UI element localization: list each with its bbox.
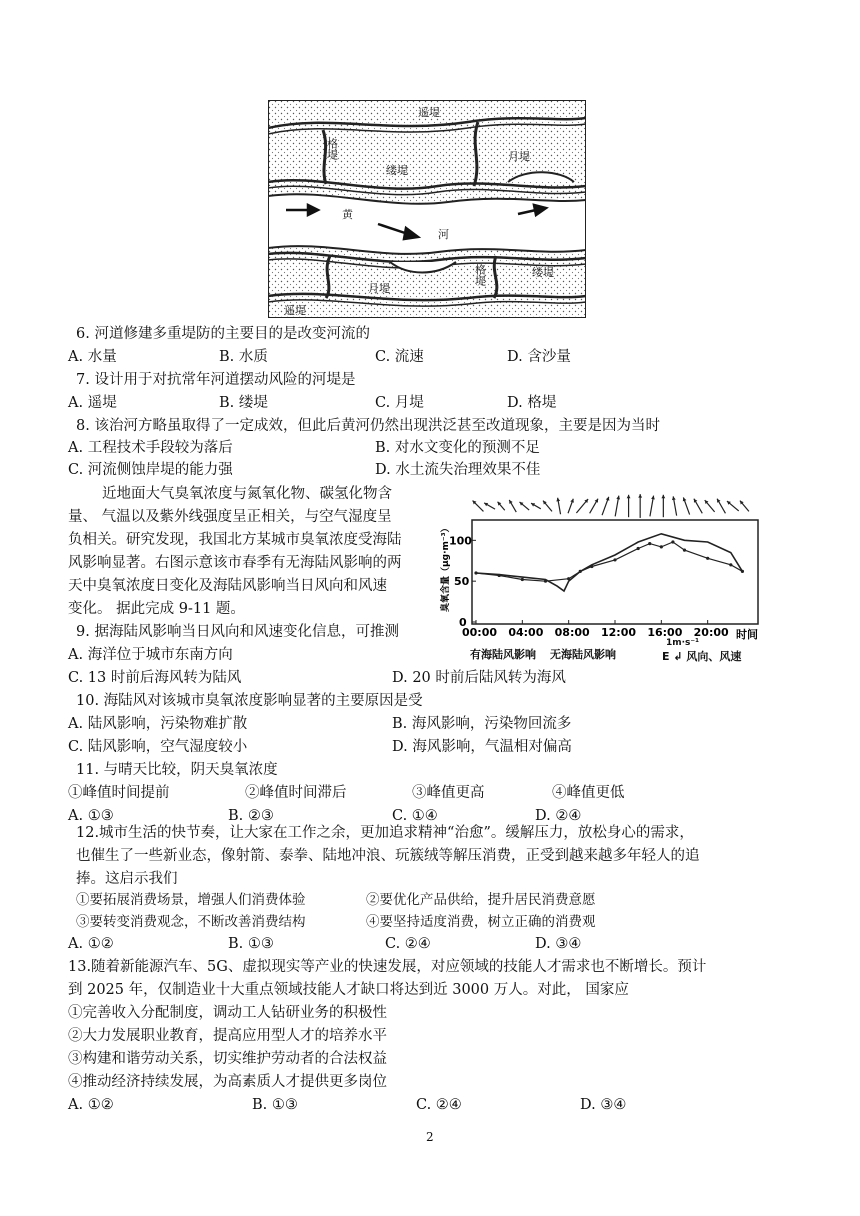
series-line-1	[476, 542, 742, 581]
y-tick-label: 0	[459, 616, 467, 629]
q7-option-b: B. 缕堤	[219, 395, 268, 411]
label-loudi-bottom: 缕堤	[532, 266, 554, 279]
q7-option-a: A. 遥堤	[68, 395, 117, 411]
label-gedi-top: 格堤	[325, 138, 339, 160]
x-tick-label: 08:00	[554, 626, 590, 639]
label-yaodi-top: 遥堤	[418, 106, 440, 119]
q13-item-1: ①完善收入分配制度，调动工人钻研业务的积极性	[68, 1005, 387, 1021]
river-embankment-map	[268, 100, 586, 318]
q7-option-c: C. 月堤	[375, 395, 424, 411]
x-tick-label: 04:00	[508, 626, 544, 639]
q12-item-3: ③要转变消费观念，不断改善消费结构	[76, 914, 306, 930]
q10-option-c: C. 陆风影响，空气湿度较小	[68, 739, 248, 755]
q12-item-1: ①要拓展消费场景，增强人们消费体验	[76, 892, 306, 908]
q7-option-d: D. 格堤	[507, 395, 557, 411]
q12-option-a: A. ①②	[68, 936, 114, 952]
y-axis-label: 臭氧含量（μg·m⁻³）	[441, 523, 451, 612]
q12-option-b: B. ①③	[228, 936, 274, 952]
q11-option-c: C. ①④	[392, 808, 438, 824]
wind-arrows	[473, 494, 749, 518]
wind-legend-arrow-icon: ↲	[673, 650, 683, 663]
q11-option-a: A. ①③	[68, 808, 114, 824]
q12-option-c: C. ②④	[385, 936, 431, 952]
wind-arrowhead	[627, 495, 631, 499]
series-point	[683, 549, 686, 552]
q12-option-d: D. ③④	[535, 936, 582, 952]
y-tick-label: 50	[454, 575, 470, 589]
q10-option-a: A. 陆风影响，污染物难扩散	[68, 716, 248, 732]
q11-item-1: ①峰值时间提前	[68, 785, 170, 801]
intro-line-5: 天中臭氧浓度日变化及海陆风影响当日风向和风速	[68, 578, 387, 594]
wind-legend-unit: 1m·s⁻¹	[666, 638, 700, 648]
intro-line-4: 风影响显著。右图示意该市春季有无海陆风影响的两	[68, 555, 402, 571]
q13-option-b: B. ①③	[252, 1097, 298, 1113]
q6-option-a: A. 水量	[68, 349, 117, 365]
q11-option-b: B. ②③	[228, 808, 274, 824]
q11-item-4: ④峰值更低	[552, 785, 625, 801]
wind-legend-compass: E	[662, 650, 670, 663]
x-axis-label: 时间	[736, 628, 758, 641]
label-yuedi-bottom: 月堤	[368, 282, 390, 295]
x-tick-label: 00:00	[462, 626, 498, 639]
series-point	[637, 547, 640, 550]
intro-line-6: 变化。 据此完成 9-11 题。	[68, 601, 245, 617]
series-point	[729, 563, 732, 566]
q13-option-a: A. ①②	[68, 1097, 114, 1113]
q13-item-2: ②大力发展职业教育，提高应用型人才的培养水平	[68, 1028, 387, 1044]
q13-line-2: 到 2025 年，仅制造业十大重点领域技能人才缺口将达到近 3000 万人。对此， 国家应	[68, 982, 629, 998]
series-point	[521, 578, 524, 581]
q8-option-b: B. 对水文变化的预测不足	[375, 440, 540, 456]
intro-line-1: 近地面大气臭氧浓度与氮氧化物、碳氢化物含	[102, 486, 392, 502]
legend-without-seabreeze: 无海陆风影响	[550, 648, 616, 661]
q12-line-1: 12.城市生活的快节奏，让大家在工作之余，更加追求精神“治愈”。缓解压力，放松身心的需求，	[76, 825, 694, 841]
q6-option-c: C. 流速	[375, 349, 424, 365]
x-tick-label: 16:00	[647, 626, 683, 639]
x-tick-label: 12:00	[601, 626, 637, 639]
q9-option-c: C. 13 时前后海风转为陆风	[68, 670, 242, 686]
intro-line-3: 负相关。研究发现，我国北方某城市臭氧浓度受海陆	[68, 532, 402, 548]
ozone-chart	[436, 484, 766, 664]
series-point	[706, 557, 709, 560]
label-huang: 黄	[342, 208, 353, 221]
label-gedi-bottom: 格堤	[473, 264, 487, 286]
label-yuedi-top: 月堤	[508, 150, 530, 163]
wind-legend-text: 风向、风速	[686, 650, 742, 663]
legend-with-seabreeze: 有海陆风影响	[470, 648, 536, 661]
q6-option-d: D. 含沙量	[507, 349, 571, 365]
series-point	[660, 545, 663, 548]
q12-line-3: 捧。这启示我们	[76, 871, 178, 887]
q12-item-2: ②要优化产品供给，提升居民消费意愿	[366, 892, 596, 908]
series-point	[671, 540, 674, 543]
q11-item-3: ③峰值更高	[412, 785, 485, 801]
q13-item-3: ③构建和谐劳动关系，切实维护劳动者的合法权益	[68, 1051, 387, 1067]
q13-option-c: C. ②④	[416, 1097, 462, 1113]
q10-option-d: D. 海风影响，气温相对偏高	[392, 739, 572, 755]
plot-frame	[472, 520, 758, 624]
q10-option-b: B. 海风影响，污染物回流多	[392, 716, 572, 732]
label-yaodi-bottom: 遥堤	[284, 304, 306, 317]
series-point	[648, 542, 651, 545]
q9-option-a: A. 海洋位于城市东南方向	[68, 647, 233, 663]
q11-item-2: ②峰值时间滞后	[245, 785, 347, 801]
x-tick-label: 20:00	[693, 626, 729, 639]
q13-item-4: ④推动经济持续发展，为高素质人才提供更多岗位	[68, 1074, 387, 1090]
q11-stem: 11. 与晴天比较，阴天臭氧浓度	[76, 762, 278, 778]
label-loudi-top: 缕堤	[386, 164, 408, 177]
label-he: 河	[438, 228, 449, 241]
q13-option-d: D. ③④	[580, 1097, 627, 1113]
q12-line-2: 也催生了一些新业态，像射箭、泰拳、陆地冲浪、玩簇绒等解压消费，正受到越来越多年轻人的追	[76, 848, 700, 864]
q8-option-c: C. 河流侧蚀岸堤的能力强	[68, 462, 233, 478]
q8-stem: 8. 该治河方略虽取得了一定成效，但此后黄河仍然出现洪泛甚至改道现象，主要是因为当时	[76, 418, 660, 434]
q12-item-4: ④要坚持适度消费，树立正确的消费观	[366, 914, 596, 930]
intro-line-2: 量、 气温以及紫外线强度呈正相关，与空气湿度呈	[68, 509, 392, 525]
y-tick-label: 100	[449, 534, 472, 548]
page-number: 2	[426, 1130, 434, 1144]
series-line-2	[476, 534, 742, 591]
q9-stem: 9. 据海陆风影响当日风向和风速变化信息，可推测	[76, 624, 399, 640]
wind-arrowhead	[661, 495, 665, 499]
q8-option-d: D. 水土流失治理效果不佳	[375, 462, 541, 478]
wind-arrowhead	[638, 494, 642, 498]
q9-option-d: D. 20 时前后陆风转为海风	[392, 670, 566, 686]
series-point	[613, 558, 616, 561]
q8-option-a: A. 工程技术手段较为落后	[68, 440, 233, 456]
q11-option-d: D. ②④	[535, 808, 582, 824]
q7-stem: 7. 设计用于对抗常年河道摆动风险的河堤是	[76, 372, 356, 388]
q10-stem: 10. 海陆风对该城市臭氧浓度影响显著的主要原因是受	[76, 693, 423, 709]
q6-stem: 6. 河道修建多重堤防的主要目的是改变河流的	[76, 326, 370, 342]
q6-option-b: B. 水质	[219, 349, 268, 365]
q13-line-1: 13.随着新能源汽车、5G、虚拟现实等产业的快速发展，对应领域的技能人才需求也不断增长。预计	[68, 959, 707, 975]
